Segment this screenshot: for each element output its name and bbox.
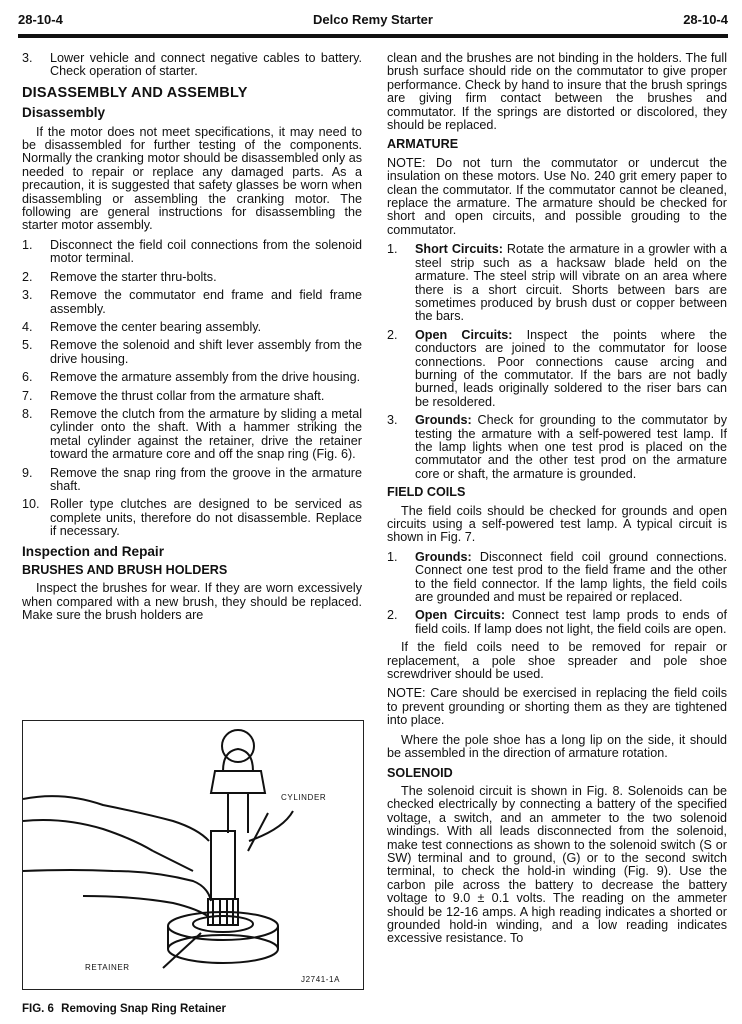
heading-disassembly: Disassembly [22,105,106,121]
figure-6 [22,720,364,990]
list-item: 7. Remove the thrust collar from the armature shaft. [22,388,325,403]
hammer-cylinder-illustration [23,721,363,989]
prior-step-list [22,52,362,79]
list-item: 9. Remove the snap ring from the groove in the armature shaft. [22,465,362,493]
left-column [22,52,362,629]
label-cylinder: CYLINDER [281,793,327,802]
figure-ref-code: J2741-1A [301,975,341,984]
list-item: 5. Remove the solenoid and shift lever assembly from the drive housing. [22,338,362,366]
page-number-left: 28-10-4 [18,12,63,27]
field-coil-checks [387,551,727,636]
list-item: 2. Open Circuits: Connect test lamp prods to ends of field coils. If lamp does not light, the field coils are open. [387,608,727,636]
heading-field-coils: FIELD COILS [387,485,466,500]
list-item: 2. Open Circuits: Inspect the points where the conductors are joined to the commutator for loose connections. Poor connections cause arcing and burning of the commutator. If the bars are not badly burned, leads originally soldered to the riser bars can be resoldered. [387,327,727,409]
heading-armature: ARMATURE [387,137,459,152]
list-item: 1. Grounds: Disconnect field coil ground connections. Connect one test prod to the field frame and the other to the field connector. If the lamp lights, the field coils are grounded and must be repaired or replaced. [387,549,727,605]
armature-note: NOTE: Do not turn the commutator or undercut the insulation on these motors. Use No. 240 grit emery paper to clean the commutator. If the commutator cannot be cleaned, replace the armature. The armature should be checked for short and open circuits, and possible grouding to the commutator. [387,155,727,237]
pole-shoe-text: Where the pole shoe has a long lip on the side, it should be assembled in the direction of armature rotation. [387,732,727,761]
figure-caption-id: FIG. 6 [22,1003,54,1015]
field-removal-text: If the field coils need to be removed for repair or replacement, a pole shoe spreader and pole shoe screwdriver should be used. [387,640,727,682]
field-note: NOTE: Care should be exercised in replacing the field coils to prevent grounding or shorting them as they are tightened into place. [387,686,727,728]
right-column [387,52,727,952]
list-item: 1. Disconnect the field coil connections from the solenoid motor terminal. [22,237,362,266]
label-retainer: RETAINER [85,963,130,972]
list-item: 6. Remove the armature assembly from the drive housing. [22,370,361,385]
heading-solenoid: SOLENOID [387,765,453,780]
list-item: 2. Remove the starter thru-bolts. [22,269,217,284]
page-header [18,10,728,38]
disassembly-intro: If the motor does not meet specifications, it may need to be disassembled for further testing of the components. Normally the cranking motor should be disassembled only as needed to repair or replace any damaged parts. As a precaution, it is suggested that safety glasses be worn when disassembling or assembling the cranking motor. The following are general instructions for disassembling the starter motor assembly. [22,124,362,233]
disassembly-steps [22,239,362,539]
brushes-continued: clean and the brushes are not binding in the holders. The full brush surface should ride on the commutator to give proper performance. Check by hand to insure that the brush springs are giving firm contact between the brushes and commutator. If the springs are distorted or discolored, they should be replaced. [387,51,727,133]
solenoid-text: The solenoid circuit is shown in Fig. 8. Solenoids can be checked electrically by connecting a battery of the specified voltage, a switch, and an ammeter to the two solenoid windings. With all leads disconnected from the solenoid, make test connections as shown to the solenoid switch (S or SW) terminal and to ground, (G) or to the second switch terminal, to check the hold-in winding (Fig. 9). Use the carbon pile across the battery to decrease the battery voltage to 9.0 ± 0.1 volts. The reading on the ammeter should be 12-16 amps. A high reading indicates a shorted or grounded hold-in winding, and a low reading indicates excessive resistance. To [387,783,727,946]
brushes-text: Inspect the brushes for wear. If they are worn excessively when compared with a new brush, they should be replaced. Make sure the brush holders are [22,581,362,623]
list-item: 3. Remove the commutator end frame and field frame assembly. [22,288,362,316]
figure-caption-text: Removing Snap Ring Retainer [61,1003,227,1015]
list-item: 8. Remove the clutch from the armature by sliding a metal cylinder onto the shaft. With a hammer striking the metal cylinder against the retainer, drive the retainer toward the armature core and off the snap ring (Fig. 6). [22,406,362,462]
list-item: 10. Roller type clutches are designed to be serviced as complete units, therefore do not disassemble. Replace if necessary. [22,497,362,539]
heading-brushes: BRUSHES AND BRUSH HOLDERS [22,563,228,577]
list-item: 3. Grounds: Check for grounding to the commutator by testing the armature with a self-powered test lamp. If the lamp lights when one test prod is placed on the commutator and the other test prod on the armature core or shaft, the armature is grounded. [387,413,727,481]
list-item: 4. Remove the center bearing assembly. [22,319,262,334]
list-item: 3. Lower vehicle and connect negative cables to battery. Check operation of starter. [22,51,362,79]
field-coils-intro: The field coils should be checked for grounds and open circuits using a self-powered test lamp. A typical circuit is shown in Fig. 7. [387,503,727,545]
figure-caption [22,1003,226,1015]
page-title: Delco Remy Starter [313,12,433,27]
armature-checks [387,243,727,481]
list-item: 1. Short Circuits: Rotate the armature in a growler with a steel strip such as a hacksaw blade held on the armature. The steel strip will vibrate on an area where there is a short circuit. Shorts between bars are sometimes produced by brush dust or copper between the bars. [387,242,728,324]
heading-disassembly-assembly: DISASSEMBLY AND ASSEMBLY [22,84,248,101]
page-number-right: 28-10-4 [683,12,728,27]
heading-inspection-repair: Inspection and Repair [22,543,165,559]
